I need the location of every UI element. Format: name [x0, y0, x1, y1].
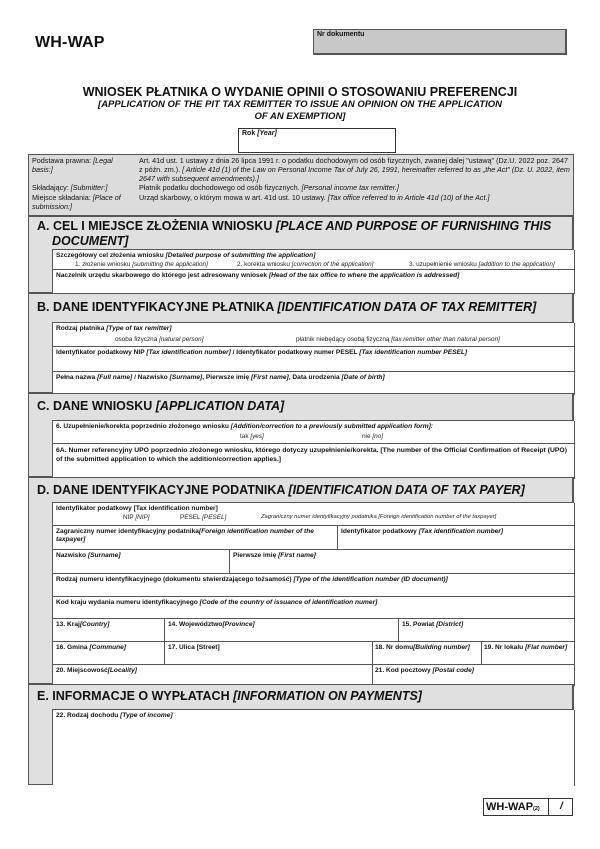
- page-title: WNIOSEK PŁATNIKA O WYDANIE OPINII O STOSOWANIU PREFERENCJI: [82, 85, 518, 99]
- section-d: [28, 477, 574, 684]
- legal-basis-label: Podstawa prawna: [Legal basis:]: [32, 156, 113, 174]
- document-number-field[interactable]: [313, 29, 567, 55]
- remitter-name-field[interactable]: [53, 372, 575, 395]
- legal-info-box: [28, 154, 574, 216]
- locality-label: 20. Miejscowość[Locality]: [56, 667, 137, 674]
- submitter-text: Płatnik podatku dochodowego od osób fizycznych. [Personal income tax remitter.]: [139, 183, 399, 192]
- district-label: 15. Powiat [District]: [402, 621, 464, 628]
- section-a-title: A. CEL I MIEJSCE ZŁOŻENIA WNIOSKU [PLACE AND PURPOSE OF FURNISHING THIS DOCUMENT]: [37, 219, 552, 248]
- first-name-label: Pierwsze imię [First name]: [233, 552, 316, 559]
- postal-code-field[interactable]: [373, 665, 575, 686]
- province-field[interactable]: [165, 619, 399, 642]
- building-number-field[interactable]: [373, 642, 482, 665]
- section-b-title: B. DANE IDENTYFIKACYJNE PŁATNIKA [IDENTIFICATION DATA OF TAX REMITTER]: [37, 300, 537, 314]
- id-type-label: Rodzaj numeru identyfikacyjnego (dokumentu stwierdzającego tożsamość) [Type of the identification number (ID document)]: [56, 576, 448, 583]
- legal-basis-text: Art. 41d ust. 1 ustawy z dnia 26 lipca 1991 r. o podatku dochodowym od osób fizycznych, zwanej dalej "ustawą" (Dz.U. 2022 poz. 2647 z późn. zm.). [ Article 41d (1) of the Law on Personal Income Tax of July 26, 1991, hereinafter referred to as „the Act" (Dz. U. 2022, item 2647 with subsequent amendments).]: [139, 156, 570, 183]
- foreign-id-label: Zagraniczny numer identyfikacyjny podatnika[Foreign identification number of the taxpayer]: [56, 528, 314, 543]
- street-label: 17. Ulica [Street]: [168, 644, 220, 651]
- country-code-field[interactable]: [53, 597, 575, 619]
- section-b: [28, 293, 574, 393]
- year-field[interactable]: [238, 128, 396, 153]
- remitter-type-other[interactable]: płatnik niebędący osobą fizyczną [tax remitter other than natural person]: [296, 336, 500, 343]
- country-code-label: Kod kraju wydania numeru identyfikacyjnego [Code of the country of issuance of identification numer]: [56, 599, 378, 606]
- taxpayer-id-option-pesel[interactable]: PESEL [PESEL]: [180, 514, 227, 521]
- purpose-field: [53, 250, 575, 270]
- first-name-field[interactable]: [230, 550, 575, 574]
- remitter-type-natural-person[interactable]: osoba fizyczna [natural person]: [115, 336, 204, 343]
- district-field[interactable]: [399, 619, 575, 642]
- footer-form-code: WH-WAP(2): [486, 801, 540, 813]
- surname-label: Nazwisko [Surname]: [56, 552, 121, 559]
- purpose-option-addition[interactable]: 3. uzupełnienie wniosku [addition to the application]: [409, 261, 555, 268]
- flat-number-field[interactable]: [482, 642, 575, 665]
- page-subtitle-line2: OF AN EXEMPTION]: [254, 111, 346, 122]
- purpose-option-correction[interactable]: 2. korekta wniosku [correction of the application]: [237, 261, 374, 268]
- id-type-field[interactable]: [53, 574, 575, 597]
- commune-field[interactable]: [53, 642, 165, 665]
- taxpayer-tax-id-field[interactable]: [338, 526, 575, 550]
- foreign-id-field[interactable]: [53, 526, 338, 550]
- surname-field[interactable]: [53, 550, 230, 574]
- taxpayer-id-option-nip[interactable]: NIP [NIP]: [123, 514, 150, 521]
- year-label: Rok [Year]: [242, 130, 277, 137]
- submitter-label: Składający: [Submitter:]: [32, 183, 108, 192]
- section-c-title: C. DANE WNIOSKU [APPLICATION DATA]: [37, 399, 285, 413]
- taxpayer-id-type-field: [53, 503, 575, 526]
- taxpayer-tax-id-label: Identyfikator podatkowy [Tax identification number]: [341, 528, 504, 535]
- q6-label: 6. Uzupełnienie/korekta poprzednio złożonego wniosku [Addition/correction to a previously submitted application form]:: [56, 423, 433, 430]
- section-c: [28, 393, 574, 477]
- page-subtitle-line1: [APPLICATION OF THE PIT TAX REMITTER TO ISSUE AN OPINION ON THE APPLICATION: [98, 99, 502, 110]
- income-type-label: 22. Rodzaj dochodu [Type of income]: [56, 712, 173, 719]
- building-number-label: 18. Nr domu[Building number]: [375, 644, 470, 651]
- footer-page-number: /: [560, 801, 563, 812]
- form-code: WH-WAP: [35, 34, 105, 51]
- section-e: [28, 684, 574, 785]
- footer-divider: [548, 799, 549, 815]
- section-e-title: E. INFORMACJE O WYPŁATACH [INFORMATION ON PAYMENTS]: [37, 689, 422, 703]
- document-number-label: Nr dokumentu: [317, 31, 365, 38]
- tax-office-label: Naczelnik urzędu skarbowego do którego jest adresowany wniosek [Head of the tax office to where the application is addressed]: [56, 272, 460, 279]
- taxpayer-id-type-label: Identyfikator podatkowy [Tax identification number]: [56, 505, 218, 512]
- remitter-name-label: Pełna nazwa [Full name] / Nazwisko [Surname], Pierwsze imię [First name], Data urodzenia [Date of birth]: [56, 374, 385, 381]
- remitter-type-label: Rodzaj płatnika [Type of tax remitter]: [56, 325, 172, 332]
- section-a: [28, 216, 574, 293]
- flat-number-label: 19. Nr lokalu [Flat number]: [484, 644, 568, 651]
- commune-label: 16. Gmina [Commune]: [56, 644, 127, 651]
- q6a-label: 6A. Numer referencyjny UPO poprzednio złożonego wniosku, którego dotyczy uzupełnienie/korekta. [The number of the Official Confirmation of Receipt (UPO) of the submitted application to which the addition/correction applies.]: [56, 447, 567, 463]
- place-label: Miejsce składania: [Place of submission:]: [32, 193, 121, 211]
- place-text: Urząd skarbowy, o którym mowa w art. 41d ust. 10 ustawy. [Tax office referred to in Article 41d (10) of the Act.]: [139, 193, 490, 202]
- q6-option-yes[interactable]: tak [yes]: [240, 433, 264, 440]
- street-field[interactable]: [165, 642, 373, 665]
- q6a-upo-field[interactable]: [53, 444, 575, 479]
- q6-field: [53, 421, 575, 444]
- province-label: 14. Województwo[Province]: [168, 621, 255, 628]
- postal-code-label: 21. Kod pocztowy [Postal code]: [375, 667, 474, 674]
- purpose-option-submit[interactable]: 1. złożenie wniosku [submitting the application]: [75, 261, 208, 268]
- remitter-type-field: [53, 323, 575, 347]
- footer-form-code-box: [483, 798, 573, 816]
- q6-option-no[interactable]: nie [no]: [362, 433, 383, 440]
- country-field[interactable]: [53, 619, 165, 642]
- tax-office-field[interactable]: [53, 270, 575, 294]
- remitter-nip-pesel-field[interactable]: [53, 347, 575, 372]
- income-type-field[interactable]: [53, 710, 575, 786]
- locality-field[interactable]: [53, 665, 373, 686]
- taxpayer-id-option-foreign[interactable]: Zagraniczny numer identyfikacyjny podatnika [Foreign identification number of the taxpayer]: [261, 514, 497, 520]
- country-label: 13. Kraj[Country]: [56, 621, 110, 628]
- remitter-nip-pesel-label: Identyfikator podatkowy NIP [Tax identification number] / Identyfikator podatkowy numer PESEL [Tax identification number PESEL]: [56, 349, 468, 356]
- section-d-title: D. DANE IDENTYFIKACYJNE PODATNIKA [IDENTIFICATION DATA OF TAX PAYER]: [37, 483, 525, 497]
- purpose-label: Szczegółowy cel złożenia wniosku [Detailed purpose of submitting the application]: [56, 252, 316, 259]
